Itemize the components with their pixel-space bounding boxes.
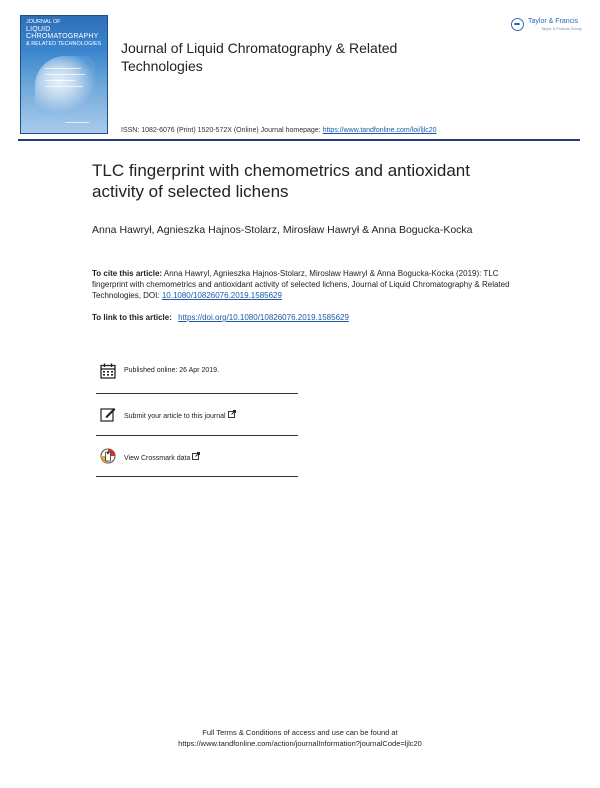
citation-block xyxy=(92,268,522,301)
crossmark-icon xyxy=(100,448,116,464)
article-authors: Anna Hawrył, Agnieszka Hajnos-Stolarz, Mirosław Hawrył & Anna Bogucka-Kocka xyxy=(92,224,473,236)
issn-text: ISSN: 1082-6076 (Print) 1520-572X (Online) Journal homepage: xyxy=(121,127,321,134)
footer xyxy=(100,727,500,749)
info-divider xyxy=(96,476,298,477)
issn-line xyxy=(121,127,437,134)
citation-text: Anna Hawryl, Agnieszka Hajnos-Stolarz, Miroslaw Hawryl & Anna Bogucka-Kocka (2019): TLC fingerprint with chemometrics and antioxidant activity of selected lichens, Journal of Liquid Chromatography & Related Technologies, DOI: xyxy=(92,269,510,300)
doi-link[interactable]: 10.1080/10826076.2019.1585629 xyxy=(161,291,282,300)
cover-title xyxy=(26,19,101,47)
external-link-icon xyxy=(192,452,200,460)
journal-homepage-link[interactable]: https://www.tandfonline.com/loi/ljlc20 xyxy=(322,127,437,134)
submit-article-link[interactable] xyxy=(124,410,236,420)
info-divider xyxy=(96,435,298,436)
cover-line: & RELATED TECHNOLOGIES xyxy=(26,40,102,47)
submit-article-row[interactable] xyxy=(96,396,298,430)
cover-line: JOURNAL OF xyxy=(26,19,61,25)
info-divider xyxy=(96,393,298,394)
footer-terms-link[interactable]: https://www.tandfonline.com/action/journalInformation?journalCode=ljlc20 xyxy=(178,739,422,748)
footer-terms-text: Full Terms & Conditions of access and use can be found at xyxy=(202,728,398,737)
crossmark-row[interactable] xyxy=(96,438,298,472)
journal-cover-image xyxy=(20,15,108,134)
article-url-link[interactable]: https://doi.org/10.1080/10826076.2019.1585629 xyxy=(178,313,349,322)
cover-line: LIQUID xyxy=(26,25,51,33)
submit-article-text: Submit your article to this journal xyxy=(124,413,226,420)
edit-icon xyxy=(100,406,116,422)
cover-text-line xyxy=(45,86,83,87)
publisher-logo-icon xyxy=(511,18,524,31)
publisher-logo-text: Taylor & Francis xyxy=(528,18,579,25)
header-divider xyxy=(18,139,580,141)
link-to-article xyxy=(92,313,349,322)
cover-text-line xyxy=(45,74,85,75)
publisher-logo-subtext: Taylor & Francis Group xyxy=(541,26,582,31)
crossmark-text: View Crossmark data xyxy=(124,455,191,462)
journal-title: Journal of Liquid Chromatography & Related Technologies xyxy=(121,40,398,74)
article-title: TLC fingerprint with chemometrics and antioxidant activity of selected lichens xyxy=(92,161,470,201)
external-link-icon xyxy=(228,410,236,418)
calendar-icon xyxy=(100,363,116,379)
published-date: Published online: 26 Apr 2019. xyxy=(124,367,219,374)
cover-text-line xyxy=(45,80,75,81)
crossmark-link[interactable] xyxy=(124,452,200,462)
published-row xyxy=(96,353,298,387)
cover-line: CHROMATOGRAPHY xyxy=(26,33,99,40)
cover-graphic xyxy=(35,56,95,114)
cover-text-line xyxy=(65,122,89,123)
citation-label: To cite this article: xyxy=(92,269,163,278)
publisher-logo[interactable] xyxy=(511,17,581,35)
cover-text-line xyxy=(45,68,81,69)
link-label: To link to this article: xyxy=(92,313,172,322)
